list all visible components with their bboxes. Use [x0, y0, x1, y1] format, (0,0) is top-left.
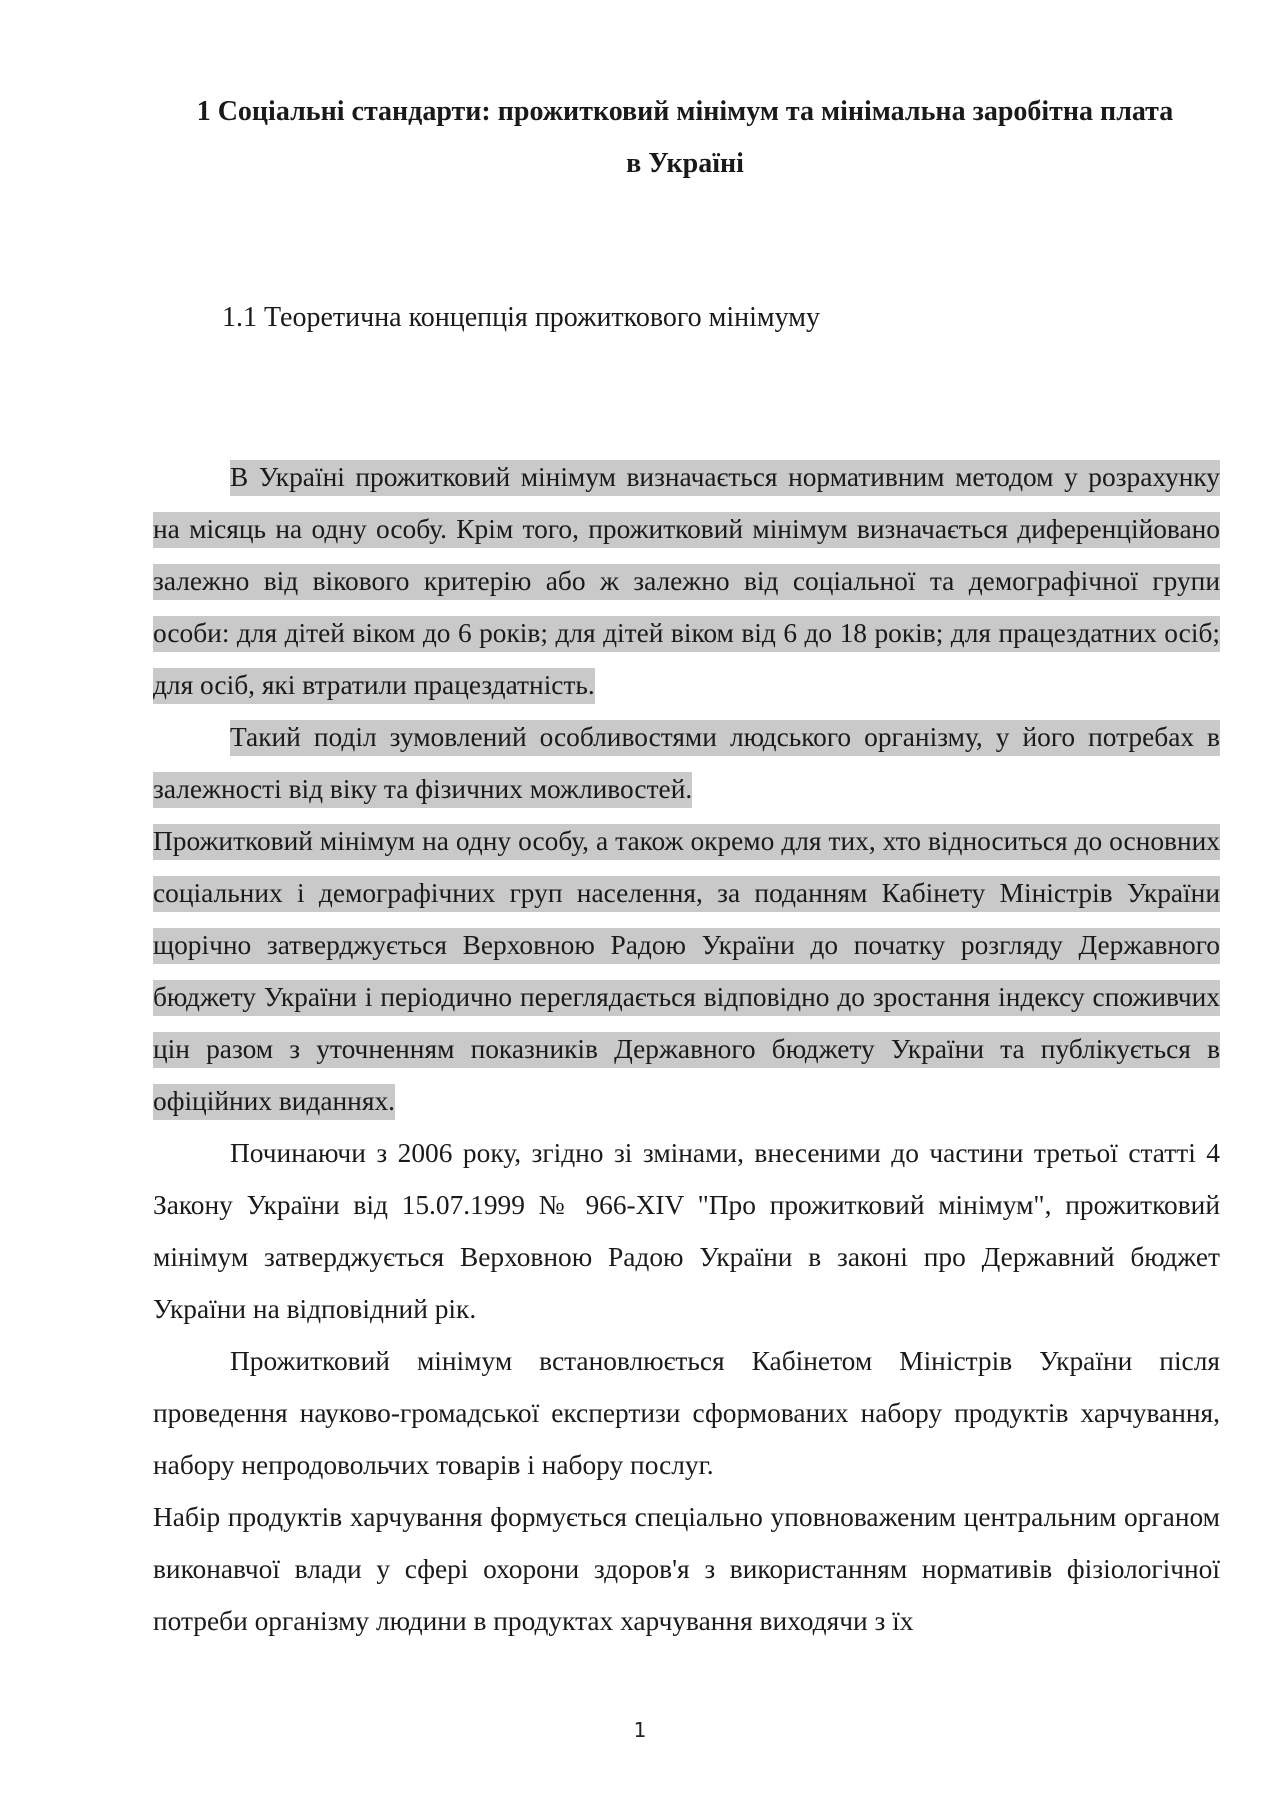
paragraph-5: Прожитковий мінімум встановлюється Кабінетом Міністрів України після проведення науково-громадської експертизи сформованих набору продуктів харчування, набору непродовольчих товарів і набору послуг. [153, 1346, 1220, 1480]
chapter-title [150, 86, 1220, 190]
paragraph-2 [153, 711, 1220, 815]
paragraph-4: Починаючи з 2006 року, згідно зі змінами, внесеними до частини третьої статті 4 Закону України від 15.07.1999 № 966-XIV "Про прожитковий мінімум", прожитковий мінімум затверджується Верховною Радою України в законі про Державний бюджет України на відповідний рік. [153, 1138, 1220, 1324]
chapter-title-line-2: в Україні [626, 148, 744, 179]
highlighted-text: Такий поділ зумовлений особливостями людського організму, у його потребах в залежності від віку та фізичних можливостей. [153, 720, 1220, 808]
section-title: 1.1 Теоретична концепція прожиткового мінімуму [222, 302, 820, 333]
paragraph-6: Набір продуктів харчування формується спеціально уповноваженим центральним органом виконавчої влади у сфері охорони здоров'я з використанням нормативів фізіологічної потреби організму людини в продуктах харчування виходячи з їх [153, 1502, 1220, 1636]
paragraph-3 [153, 815, 1220, 1127]
page-number: 1 [633, 1718, 647, 1742]
paragraph-1 [153, 451, 1220, 711]
highlighted-text: Прожитковий мінімум на одну особу, а також окремо для тих, хто відноситься до основних соціальних і демографічних груп населення, за поданням Кабінету Міністрів України щорічно затверджується Верховною Радою України до початку розгляду Державного бюджету України і періодично переглядається відповідно до зростання індексу споживчих цін разом з уточненням показників Державного бюджету України та публікується в офіційних виданнях. [153, 824, 1220, 1120]
body-text [153, 451, 1220, 1647]
chapter-title-line-1: 1 Соціальні стандарти: прожитковий мінімум та мінімальна заробітна плата [196, 96, 1174, 127]
highlighted-text: В Україні прожитковий мінімум визначається нормативним методом у розрахунку на місяць на одну особу. Крім того, прожитковий мінімум визначається диференційовано залежно від вікового критерію або ж залежно від соціальної та демографічної групи особи: для дітей віком до 6 років; для дітей віком від 6 до 18 років; для працездатних осіб; для осіб, які втратили працездатність. [153, 460, 1220, 704]
